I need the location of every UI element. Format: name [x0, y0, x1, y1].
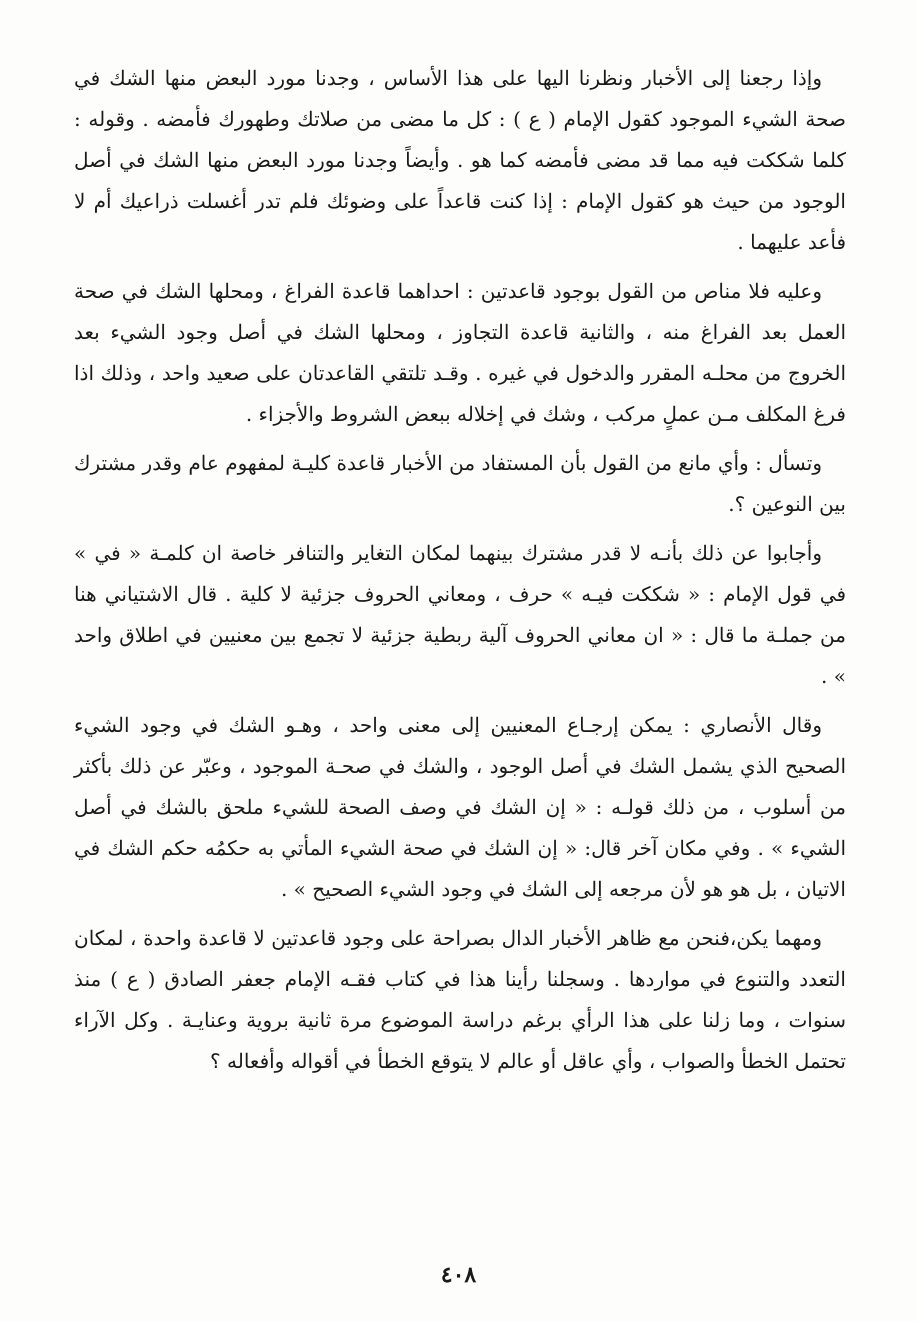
paragraph-1: وإذا رجعنا إلى الأخبار ونظرنا اليها على هذا الأساس ، وجدنا مورد البعض منها الشك في صحة الشيء الموجود كقول الإمام ( ع ) : كل ما مضى من صلاتك وطهورك فأمضه . وقوله : كلما شككت فيه مما قد مضى فأمضه كما هو . وأيضاً وجدنا مورد البعض منها الشك في أصل الوجود من حيث هو كقول الإمام : إذا كنت قاعداً على وضوئك فلم تدر أغسلت ذراعيك أم لا فأعد عليهما .	[74, 66, 846, 254]
paragraph-6: ومهما يكن،فنحن مع ظاهر الأخبار الدال بصراحة على وجود قاعدتين لا قاعدة واحدة ، لمكان التعدد والتنوع في مواردها . وسجلنا رأينا هذا في كتاب فقـه الإمام جعفر الصادق ( ع ) منذ سنوات ، وما زلنا على هذا الرأي برغم دراسة الموضوع مرة ثانية بروية وعنايـة . وكل الآراء تحتمل الخطأ والصواب ، وأي عاقل أو عالم لا يتوقع الخطأ في أقواله وأفعاله ؟	[74, 926, 846, 1073]
paragraph-4: وأجابوا عن ذلك بأنـه لا قدر مشترك بينهما لمكان التغاير والتنافر خاصة ان كلمـة « في » في قول الإمام : « شككت فيـه » حرف ، ومعاني الحروف جزئية لا كلية . قال الاشتياني هنا من جملـة ما قال : « ان معاني الحروف آلية ربطية جزئية لا تجمع بين معنيين في اطلاق واحد » .	[74, 541, 846, 688]
body-text	[74, 58, 846, 1082]
paragraph-3: وتسأل : وأي مانع من القول بأن المستفاد من الأخبار قاعدة كليـة لمفهوم عام وقدر مشترك بين النوعين ؟.	[74, 451, 846, 516]
page-number: ٤٠٨	[440, 1262, 477, 1288]
paragraph-2: وعليه فلا مناص من القول بوجود قاعدتين : احداهما قاعدة الفراغ ، ومحلها الشك في صحة العمل بعد الفراغ منه ، والثانية قاعدة التجاوز ، ومحلها الشك في أصل وجود الشيء بعد الخروج من محلـه المقرر والدخول في غيره . وقـد تلتقي القاعدتان على صعيد واحد ، وذلك اذا فرغ المكلف مـن عملٍ مركب ، وشك في إخلاله ببعض الشروط والأجزاء .	[74, 279, 846, 426]
paragraph-5: وقال الأنصاري : يمكن إرجـاع المعنيين إلى معنى واحد ، وهـو الشك في وجود الشيء الصحيح الذي يشمل الشك في أصل الوجود ، والشك في صحـة الموجود ، وعبّر عن ذلك بأكثر من أسلوب ، من ذلك قولـه : « إن الشك في وصف الصحة للشيء ملحق بالشك في أصل الشيء » . وفي مكان آخر قال: « إن الشك في صحة الشيء المأتي به حكمُه حكم الشك في الاتيان ، بل هو هو لأن مرجعه إلى الشك في وجود الشيء الصحيح » .	[74, 713, 846, 901]
